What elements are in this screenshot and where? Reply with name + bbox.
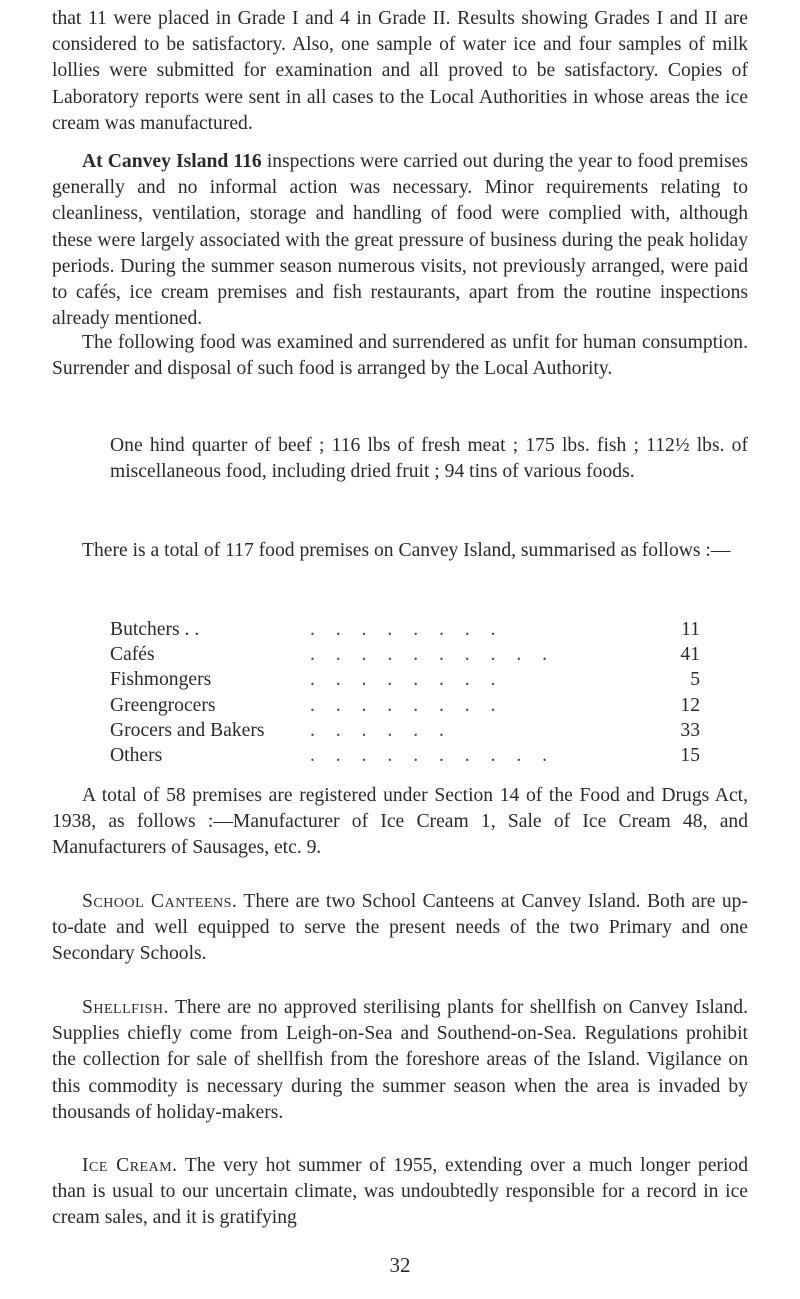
- leader-dots: . . . . . . . . . .: [310, 644, 556, 666]
- shellfish-text: There are no approved sterilising plants for shellfish on Canvey Island. Supplies chiefly come from Leigh-on-Sea and Southend-on-Sea. Regulations prohibit the collection for sale of shellfish from the foreshore areas of the Island. Vigilance on this commodity is necessary during the summer season when the area is invaded by thousands of holiday-makers.: [52, 997, 748, 1123]
- paragraph-food-premises-total: There is a total of 117 food premises on Canvey Island, summarised as follows :—: [82, 540, 731, 561]
- premises-count: 12: [680, 694, 700, 716]
- premises-count: 11: [681, 619, 700, 640]
- premises-count: 41: [680, 644, 700, 666]
- canvey-inspections-lead: At Canvey Island 116: [82, 151, 262, 172]
- premises-type: Butchers . .: [110, 619, 200, 640]
- table-row: [110, 718, 700, 743]
- table-row: [110, 667, 700, 692]
- premises-type: Fishmongers: [110, 669, 212, 691]
- premises-type: Grocers and Bakers: [110, 719, 265, 741]
- shellfish-heading: Shellfish.: [82, 997, 169, 1018]
- table-row: [110, 617, 700, 642]
- ice-cream-heading: Ice Cream.: [82, 1155, 178, 1176]
- school-canteens-text: There are two School Canteens at Canvey Island. Both are up-to-date and well equipped to serve the present needs of the two Primary and one Secondary Schools.: [52, 891, 748, 965]
- premises-type: Others: [110, 744, 163, 766]
- premises-type: Greengrocers: [110, 694, 216, 716]
- paragraph-unfit-food: The following food was examined and surrendered as unfit for human consumption. Surrender and disposal of such food is arranged by the Local Authority.: [52, 332, 748, 380]
- premises-count: 15: [680, 744, 700, 766]
- ice-cream-text: The very hot summer of 1955, extending over a much longer period than is usual to our uncertain climate, was undoubtedly responsible for a record in ice cream sales, and it is gratifying: [52, 1155, 748, 1229]
- paragraph-canvey-inspections: [52, 149, 748, 332]
- leader-dots: . . . . . . . .: [310, 694, 504, 716]
- table-row: [110, 642, 700, 667]
- food-premises-table: [110, 617, 700, 768]
- premises-count: 5: [690, 669, 700, 691]
- paragraph-ice-cream: [52, 1153, 748, 1232]
- leader-dots: . . . . . .: [310, 719, 452, 741]
- page-number: 32: [389, 1253, 411, 1277]
- canvey-inspections-text: inspections were carried out during the year to food premises generally and no informal action was necessary. Minor requirements relating to cleanliness, ventilation, storage and handling of food were complied with, although these were largely associated with the great pressure of business during the peak holiday periods. During the summer season numerous visits, not previously arranged, were paid to cafés, ice cream premises and fish restaurants, apart from the routine inspections already mentioned.: [52, 151, 748, 330]
- premises-count: 33: [680, 719, 700, 741]
- leader-dots: . . . . . . . .: [310, 619, 504, 640]
- paragraph-ice-cream-grades: that 11 were placed in Grade I and 4 in Grade II. Results showing Grades I and II are considered to be satisfactory. Also, one sample of water ice and four samples of milk lollies were submitted for examination and all proved to be satisfactory. Copies of Laboratory reports were sent in all cases to the Local Authorities in whose areas the ice cream was manufactured.: [52, 8, 748, 134]
- paragraph-registered-premises: A total of 58 premises are registered under Section 14 of the Food and Drugs Act, 1938, as follows :—Manufacturer of Ice Cream 1, Sale of Ice Cream 48, and Manufacturers of Sausages, etc. 9.: [52, 785, 748, 859]
- table-row: [110, 693, 700, 718]
- table-row: [110, 743, 700, 768]
- paragraph-shellfish: [52, 995, 748, 1126]
- leader-dots: . . . . . . . .: [310, 669, 504, 691]
- paragraph-unfit-food-list: One hind quarter of beef ; 116 lbs of fresh meat ; 175 lbs. fish ; 112½ lbs. of miscellaneous food, including dried fruit ; 94 tins of various foods.: [110, 435, 748, 483]
- premises-type: Cafés: [110, 644, 155, 666]
- leader-dots: . . . . . . . . . .: [310, 744, 556, 766]
- school-canteens-heading: School Canteens.: [82, 891, 238, 912]
- paragraph-school-canteens: [52, 889, 748, 968]
